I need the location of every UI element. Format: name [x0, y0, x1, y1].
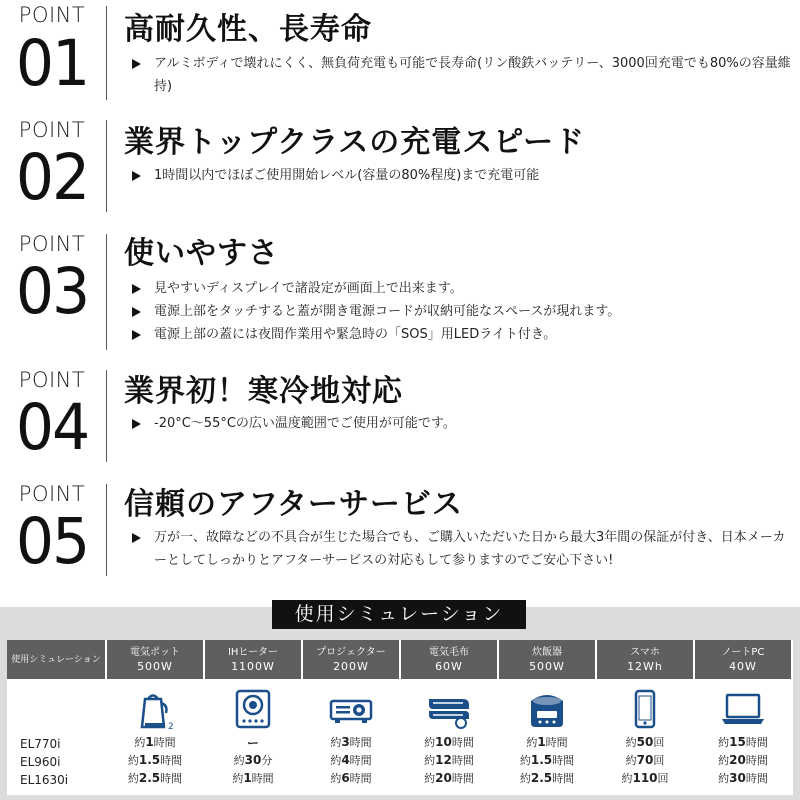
- divider: [106, 120, 107, 212]
- runtime-value: ー: [246, 736, 259, 750]
- point-label: POINT: [18, 118, 86, 142]
- bullet-item: -20°C〜55°Cの広い温度範囲でご使用が可能です。: [132, 412, 792, 435]
- divider: [106, 484, 107, 576]
- point-label: POINT: [18, 482, 86, 506]
- projector-icon: [303, 683, 399, 735]
- point-title: 高耐久性、長寿命: [124, 12, 372, 47]
- point-number: 05: [15, 505, 89, 579]
- rice-cooker-icon: [499, 683, 595, 735]
- device-name: スマホ: [630, 647, 660, 658]
- runtime-value: 約15時間: [718, 735, 768, 749]
- smartphone-icon: [597, 683, 693, 735]
- device-name: ノートPC: [721, 647, 765, 658]
- device-watt: 500W: [529, 660, 565, 673]
- runtime-value: 約20時間: [718, 753, 768, 767]
- bullet-item: 万が一、故障などの不具合が生じた場合でも、ご購入いただいた日から最大3年間の保証が付き、日本メーカーとしてしっかりとアフターサービスの対応もして参りますのでご安心下さい!: [132, 526, 792, 572]
- divider: [106, 234, 107, 350]
- runtime-value: 約12時間: [424, 753, 474, 767]
- runtime-value: 約10時間: [424, 735, 474, 749]
- bullet-item: アルミボディで壊れにくく、無負荷充電も可能で長寿命(リン酸鉄バッテリー、3000回充電でも80%の容量維持): [132, 52, 792, 98]
- bullet-item: 見やすいディスプレイで諸設定が画面上で出来ます。: [132, 277, 792, 300]
- model-name: EL770i: [20, 737, 61, 751]
- simulation-row-header: 使用シミュレーション: [7, 640, 105, 679]
- runtime-value: 約1時間: [134, 735, 176, 749]
- point-number: 04: [15, 391, 89, 465]
- bullet-triangle-icon: [132, 284, 141, 294]
- runtime-value: 約2.5時間: [127, 771, 183, 785]
- bullet-item: 1時間以内でほぼご使用開始レベル(容量の80%程度)まで充電可能: [132, 164, 792, 187]
- device-header: [597, 640, 693, 679]
- runtime-value: 約30時間: [718, 771, 768, 785]
- bullet-triangle-icon: [132, 330, 141, 340]
- device-watt: 500W: [137, 660, 173, 673]
- laptop-icon: [695, 683, 791, 735]
- device-watt: 1100W: [231, 660, 275, 673]
- point-title: 使いやすさ: [124, 236, 279, 271]
- runtime-value: 約1時間: [232, 771, 274, 785]
- divider: [106, 6, 107, 100]
- point-number: 02: [15, 141, 89, 215]
- runtime-value: 約1時間: [526, 735, 568, 749]
- runtime-value: 約6時間: [330, 771, 372, 785]
- bullet-triangle-icon: [132, 419, 141, 429]
- runtime-value: 約70回: [625, 753, 665, 767]
- runtime-value: 約30分: [233, 753, 273, 767]
- device-name: 炊飯器: [532, 647, 562, 658]
- bullet-item: 電源上部をタッチすると蓋が開き電源コードが収納可能なスペースが現れます。: [132, 300, 792, 323]
- bullet-triangle-icon: [132, 171, 141, 181]
- runtime-value: 約50回: [625, 735, 665, 749]
- device-header: [695, 640, 791, 679]
- model-name: EL960i: [20, 755, 61, 769]
- device-watt: 60W: [435, 660, 463, 673]
- runtime-value: 約4時間: [330, 753, 372, 767]
- device-watt: 40W: [729, 660, 757, 673]
- runtime-value: 約20時間: [424, 771, 474, 785]
- point-number: 01: [15, 27, 89, 101]
- device-watt: 200W: [333, 660, 369, 673]
- runtime-value: 約1.5時間: [519, 753, 575, 767]
- point-title: 業界トップクラスの充電スピード: [124, 125, 586, 160]
- induction-heater-icon: [205, 683, 301, 735]
- bullet-item: 電源上部の蓋には夜間作業用や緊急時の「SOS」用LEDライト付き。: [132, 323, 792, 346]
- device-header: [205, 640, 301, 679]
- runtime-value: 約2.5時間: [519, 771, 575, 785]
- electric-blanket-icon: [401, 683, 497, 735]
- point-label: POINT: [18, 3, 86, 27]
- device-name: IHヒーター: [227, 647, 279, 658]
- bullet-triangle-icon: [132, 307, 141, 317]
- point-title: 信頼のアフターサービス: [124, 487, 463, 522]
- svg-text:2: 2: [168, 722, 174, 731]
- device-name: 電気毛布: [429, 647, 469, 658]
- bullet-triangle-icon: [132, 59, 141, 69]
- point-label: POINT: [18, 368, 86, 392]
- kettle-icon: [107, 683, 203, 735]
- device-header: [499, 640, 595, 679]
- device-name: プロジェクター: [316, 647, 386, 658]
- bullet-triangle-icon: [132, 533, 141, 543]
- device-header: [303, 640, 399, 679]
- point-number: 03: [15, 255, 89, 329]
- device-watt: 12Wh: [627, 660, 663, 673]
- device-name: 電気ポット: [130, 647, 180, 658]
- runtime-value: 約3時間: [330, 735, 372, 749]
- simulation-title: 使用シミュレーション: [272, 600, 526, 629]
- point-title: 業界初！寒冷地対応: [124, 374, 403, 409]
- model-name: EL1630i: [20, 773, 69, 787]
- divider: [106, 370, 107, 462]
- runtime-value: 約110回: [621, 771, 669, 785]
- point-label: POINT: [18, 232, 86, 256]
- device-header: [107, 640, 203, 679]
- device-header: [401, 640, 497, 679]
- runtime-value: 約1.5時間: [127, 753, 183, 767]
